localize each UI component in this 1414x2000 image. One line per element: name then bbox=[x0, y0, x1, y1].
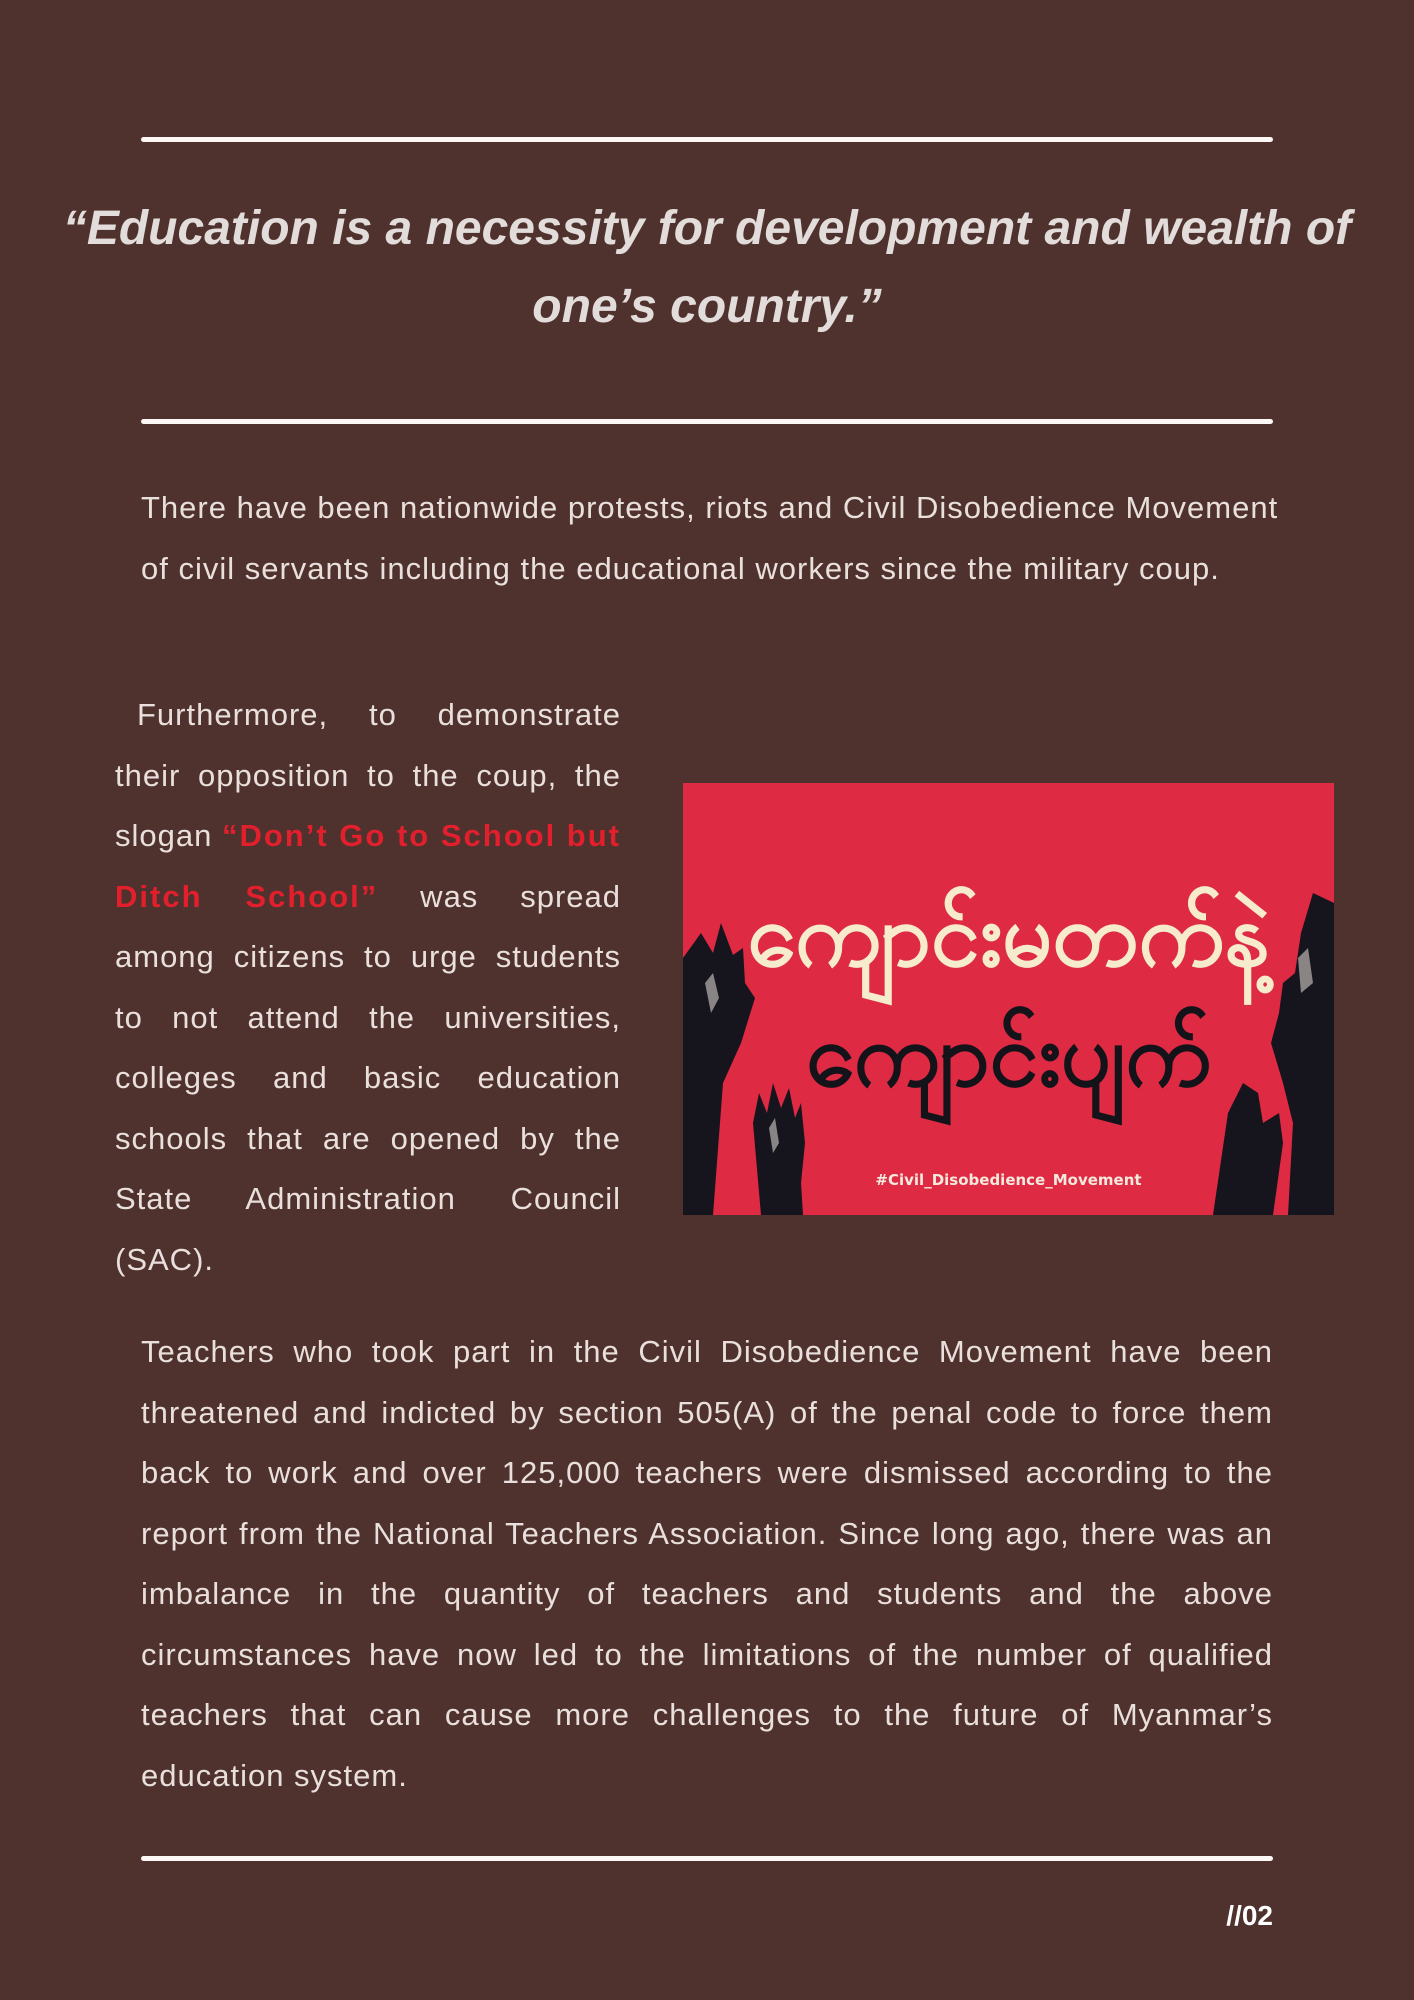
footer-divider bbox=[141, 1856, 1273, 1861]
poster-slogan-line2: ကျောင်းပျက် bbox=[805, 1003, 1212, 1106]
pull-quote: “Education is a necessity for development and wealth of one’s country.” bbox=[62, 202, 1352, 333]
slogan-paragraph-rest: was spread among citizens to urge students to not attend the universities, colleges and basic education schools that are opened by the State Administration Council (SAC). bbox=[115, 878, 622, 1277]
quote-bottom-divider bbox=[141, 419, 1273, 424]
page-number: //02 bbox=[1226, 1900, 1273, 1931]
slogan-paragraph bbox=[115, 685, 621, 1290]
poster-slogan-line1: ကျောင်းမတက်နဲ့ bbox=[747, 883, 1270, 986]
teachers-paragraph: Teachers who took part in the Civil Disobedience Movement have been threatened and indicted by section 505(A) of the penal code to force them back to work and over 125,000 teachers were dismissed according to the report from the National Teachers Association. Since long ago, there was an imbalance in the quantity of teachers and students and the above circumstances have now led to the limitations of the number of qualified teachers that can cause more challenges to the future of Myanmar’s education system. bbox=[141, 1334, 1273, 1793]
slogan-paragraph-lead: Furthermore, to demonstrate their opposition to the coup, the slogan bbox=[115, 697, 621, 853]
intro-paragraph: There have been nationwide protests, riots and Civil Disobedience Movement of civil servants including the educational workers since the military coup. bbox=[141, 490, 1279, 586]
top-divider bbox=[141, 137, 1273, 142]
cdm-poster-image bbox=[683, 783, 1334, 1215]
slogan-text: “Don’t Go to School but Ditch School” bbox=[115, 818, 621, 914]
poster-hashtag: #Civil_Disobedience_Movement bbox=[875, 1171, 1142, 1189]
